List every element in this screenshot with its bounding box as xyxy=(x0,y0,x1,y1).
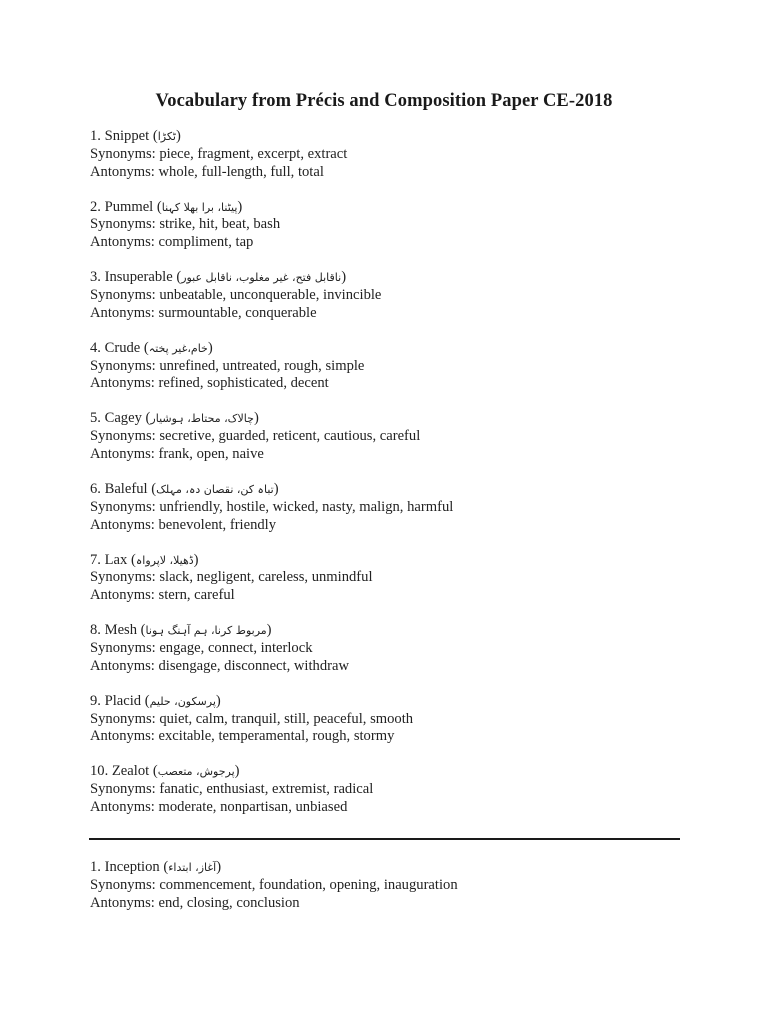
vocab-entry xyxy=(90,622,690,693)
word: 10. Zealot xyxy=(90,763,150,780)
synonyms-line: Synonyms: unrefined, untreated, rough, simple xyxy=(90,357,365,374)
entry-heading: 10. Zealot (پرجوش، متعصب) xyxy=(90,763,240,780)
synonyms-line: Synonyms: unbeatable, unconquerable, invincible xyxy=(90,286,382,303)
antonyms-line: Antonyms: disengage, disconnect, withdraw xyxy=(90,657,349,674)
entry-heading: 4. Crude (خام،غیر پختہ) xyxy=(90,339,213,356)
vocab-entry xyxy=(90,340,690,411)
entry-heading: 2. Pummel (پیٹنا، برا بھلا کہنا) xyxy=(90,198,243,215)
synonyms-line: Synonyms: unfriendly, hostile, wicked, nasty, malign, harmful xyxy=(90,498,454,515)
vocab-entry xyxy=(90,859,690,930)
urdu-meaning: تباہ کن، نقصان دہ، مہلک xyxy=(156,482,274,496)
entry-heading: 1. Snippet (ٹکڑا) xyxy=(90,128,181,144)
word: 9. Placid xyxy=(90,692,142,709)
vocab-entry xyxy=(90,199,690,270)
vocabulary-list-second xyxy=(90,859,690,930)
entry-heading: 1. Inception (آغاز، ابتداء) xyxy=(90,859,222,875)
synonyms-line: Synonyms: slack, negligent, careless, unmindful xyxy=(90,569,373,586)
urdu-meaning: ٹکڑا xyxy=(157,130,176,143)
antonyms-line: Antonyms: compliment, tap xyxy=(90,234,254,251)
antonyms-line: Antonyms: surmountable, conquerable xyxy=(90,304,317,321)
vocab-entry xyxy=(90,763,690,834)
word: 3. Insuperable xyxy=(90,269,173,286)
vocab-entry xyxy=(90,552,690,623)
antonyms-line: Antonyms: benevolent, friendly xyxy=(90,516,277,533)
word: 6. Baleful xyxy=(90,480,148,497)
synonyms-line: Synonyms: engage, connect, interlock xyxy=(90,639,313,656)
section-divider xyxy=(89,838,680,840)
vocabulary-list xyxy=(90,128,690,834)
synonyms-line: Synonyms: strike, hit, beat, bash xyxy=(90,216,281,233)
entry-heading: 7. Lax (ڈھیلا، لاپرواہ) xyxy=(90,551,199,568)
urdu-meaning: پیٹنا، برا بھلا کہنا xyxy=(161,200,238,214)
word: 1. Inception xyxy=(90,859,160,875)
word: 2. Pummel xyxy=(90,198,154,215)
antonyms-line: Antonyms: excitable, temperamental, rough, stormy xyxy=(90,728,395,745)
antonyms-line: Antonyms: moderate, nonpartisan, unbiased xyxy=(90,798,348,815)
urdu-meaning: ڈھیلا، لاپرواہ xyxy=(135,553,194,567)
antonyms-line: Antonyms: stern, careful xyxy=(90,587,235,604)
antonyms-line: Antonyms: end, closing, conclusion xyxy=(90,894,300,911)
synonyms-line: Synonyms: secretive, guarded, reticent, cautious, careful xyxy=(90,428,421,445)
synonyms-line: Synonyms: quiet, calm, tranquil, still, peaceful, smooth xyxy=(90,710,414,727)
urdu-meaning: خام،غیر پختہ xyxy=(148,341,208,355)
synonyms-line: Synonyms: piece, fragment, excerpt, extract xyxy=(90,145,348,162)
word: 4. Crude xyxy=(90,339,141,356)
urdu-meaning: پرجوش، متعصب xyxy=(157,765,235,779)
entry-heading: 6. Baleful (تباہ کن، نقصان دہ، مہلک) xyxy=(90,480,279,497)
urdu-meaning: مربوط کرنا، ہم آہنگ ہونا xyxy=(145,624,267,638)
page-title: Vocabulary from Précis and Composition Paper CE-2018 xyxy=(155,91,613,111)
entry-heading: 5. Cagey (چالاک، محتاط، ہوشیار) xyxy=(90,410,259,427)
antonyms-line: Antonyms: frank, open, naive xyxy=(90,445,264,462)
word: 7. Lax xyxy=(90,551,128,568)
vocab-entry xyxy=(90,693,690,764)
word: 1. Snippet xyxy=(90,128,150,144)
entry-heading: 8. Mesh (مربوط کرنا، ہم آہنگ ہونا) xyxy=(90,622,272,639)
antonyms-line: Antonyms: refined, sophisticated, decent xyxy=(90,375,329,392)
entry-heading: 9. Placid (پرسکون، حلیم) xyxy=(90,692,221,709)
word: 8. Mesh xyxy=(90,622,138,639)
vocab-entry xyxy=(90,410,690,481)
antonyms-line: Antonyms: whole, full-length, full, total xyxy=(90,163,324,180)
entry-heading: 3. Insuperable (ناقابل فتح، غیر مغلوب، ناقابل عبور) xyxy=(90,269,347,286)
vocab-entry xyxy=(90,128,690,199)
vocab-entry xyxy=(90,481,690,552)
urdu-meaning: چالاک، محتاط، ہوشیار xyxy=(150,412,254,426)
word: 5. Cagey xyxy=(90,410,142,427)
synonyms-line: Synonyms: fanatic, enthusiast, extremist, radical xyxy=(90,781,374,798)
urdu-meaning: آغاز، ابتداء xyxy=(168,861,217,874)
urdu-meaning: پرسکون، حلیم xyxy=(149,694,216,708)
urdu-meaning: ناقابل فتح، غیر مغلوب، ناقابل عبور xyxy=(181,271,342,285)
vocab-entry xyxy=(90,269,690,340)
synonyms-line: Synonyms: commencement, foundation, opening, inauguration xyxy=(90,876,458,893)
